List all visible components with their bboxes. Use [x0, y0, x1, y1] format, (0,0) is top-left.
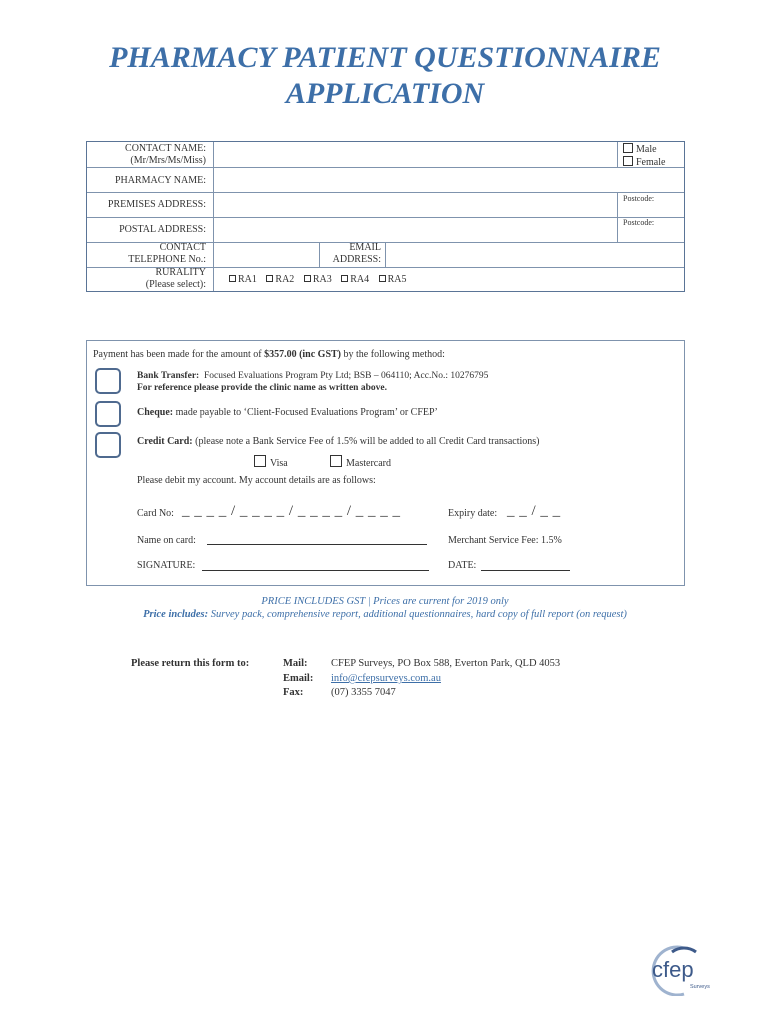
rurality-option-ra1[interactable] — [229, 274, 257, 285]
mail-label: Mail: — [283, 658, 308, 669]
ra2-checkbox[interactable] — [266, 275, 273, 282]
name-on-card-field[interactable] — [207, 544, 427, 545]
visa-checkbox[interactable] — [254, 455, 266, 467]
card-no-field[interactable]: _ _ _ _ / _ _ _ _ / _ _ _ _ / _ _ _ _ — [182, 503, 401, 519]
rurality-option-ra2[interactable] — [266, 274, 294, 285]
bank-transfer-checkbox[interactable] — [95, 368, 121, 394]
logo-wordmark: cfep — [652, 957, 694, 982]
debit-account-text: Please debit my account. My account details are as follows: — [137, 475, 376, 486]
email-label-line2: ADDRESS: — [332, 254, 381, 265]
bank-transfer-label: Bank Transfer: — [137, 371, 200, 381]
postal-address-label: POSTAL ADDRESS: — [119, 224, 206, 235]
credit-card-fee-note: (please note a Bank Service Fee of 1.5% will be added to all Credit Card transactions) — [192, 436, 540, 447]
email-contact-link[interactable] — [331, 672, 441, 686]
payment-intro-suffix: by the following method: — [341, 349, 445, 360]
credit-card-details — [137, 436, 539, 448]
mail-address: CFEP Surveys, PO Box 588, Everton Park, QLD 4053 — [331, 658, 561, 669]
rurality-option-ra3[interactable] — [304, 274, 332, 285]
mastercard-option[interactable] — [330, 455, 391, 470]
premises-address-label: PREMISES ADDRESS: — [107, 199, 206, 210]
email-field[interactable] — [387, 243, 684, 266]
visa-option[interactable] — [254, 455, 288, 470]
contact-name-label-line2: (Mr/Mrs/Ms/Miss) — [130, 155, 206, 166]
gender-options — [623, 143, 665, 169]
postal-postcode-label: Postcode: — [623, 218, 655, 227]
gender-column-divider — [617, 142, 618, 167]
ra3-checkbox[interactable] — [304, 275, 311, 282]
premises-address-field[interactable] — [215, 193, 615, 216]
telephone-label-line1: CONTACT — [159, 242, 206, 253]
ra5-label: RA5 — [387, 274, 407, 285]
rurality-label-line2: (Please select): — [145, 279, 206, 290]
male-checkbox[interactable] — [623, 143, 633, 153]
gender-male-option[interactable] — [623, 143, 665, 156]
price-gst-note: PRICE INCLUDES GST | Prices are current for 2019 only — [261, 596, 509, 607]
payment-amount: $357.00 (inc GST) — [264, 349, 342, 360]
bank-transfer-details — [137, 370, 488, 382]
fax-label: Fax: — [283, 687, 304, 698]
price-includes-label: Price includes: — [143, 609, 209, 620]
price-includes-note — [0, 609, 770, 620]
ra3-label: RA3 — [312, 274, 332, 285]
title-line-2: APPLICATION — [285, 77, 485, 110]
ra1-label: RA1 — [238, 274, 257, 285]
female-label: Female — [636, 157, 666, 168]
name-on-card-label: Name on card: — [137, 535, 196, 546]
postcode-column-divider — [617, 192, 618, 242]
date-label: DATE: — [448, 560, 477, 571]
cfep-logo — [644, 944, 726, 996]
contact-details-table — [86, 141, 685, 292]
contact-name-label — [125, 143, 206, 167]
telephone-field[interactable] — [215, 243, 318, 266]
cheque-label: Cheque: — [137, 407, 174, 418]
email-label-line1: EMAIL — [349, 242, 381, 253]
ra1-checkbox[interactable] — [229, 275, 236, 282]
cheque-details — [137, 407, 438, 419]
postal-address-field[interactable] — [215, 218, 615, 241]
signature-field[interactable] — [202, 570, 429, 571]
pharmacy-name-label: PHARMACY NAME: — [114, 175, 206, 186]
rurality-option-ra4[interactable] — [341, 274, 369, 285]
bank-transfer-account: Focused Evaluations Program Pty Ltd; BSB – 064110; Acc.No.: 10276795 — [203, 371, 489, 381]
ra5-checkbox[interactable] — [379, 275, 386, 282]
bank-reference-note: For reference please provide the clinic name as written above. — [137, 383, 387, 393]
visa-label: Visa — [270, 458, 288, 469]
rurality-option-ra5[interactable] — [379, 274, 407, 285]
date-field[interactable] — [481, 570, 570, 571]
email-label — [333, 242, 381, 266]
merchant-fee-text: Merchant Service Fee: 1.5% — [448, 535, 562, 546]
cfep-logo-graphic — [644, 944, 726, 996]
expiry-label: Expiry date: — [448, 508, 498, 519]
credit-card-checkbox[interactable] — [95, 432, 121, 458]
contact-name-label-line1: CONTACT NAME: — [125, 143, 206, 154]
email-label-divider-left — [319, 242, 320, 267]
mastercard-label: Mastercard — [346, 458, 391, 469]
male-label: Male — [636, 144, 657, 155]
credit-card-label: Credit Card: — [137, 436, 193, 447]
fax-number: (07) 3355 7047 — [331, 687, 396, 698]
contact-name-field[interactable] — [215, 143, 615, 166]
email-contact-label: Email: — [283, 673, 314, 684]
rurality-options — [229, 274, 414, 285]
title-line-1: PHARMACY PATIENT QUESTIONNAIRE — [109, 41, 661, 74]
signature-label: SIGNATURE: — [137, 560, 196, 571]
rurality-label — [146, 267, 206, 291]
ra4-label: RA4 — [350, 274, 370, 285]
payment-intro-prefix: Payment has been made for the amount of — [93, 349, 265, 360]
price-includes-text: Survey pack, comprehensive report, additional questionnaires, hard copy of full report (on request) — [208, 609, 627, 620]
ra4-checkbox[interactable] — [341, 275, 348, 282]
rurality-label-line1: RURALITY — [155, 267, 206, 278]
logo-subtitle: Surveys — [690, 984, 710, 990]
premises-postcode-label: Postcode: — [623, 194, 655, 203]
pharmacy-name-field[interactable] — [215, 168, 684, 191]
cheque-payee: made payable to ‘Client-Focused Evaluations Program’ or CFEP’ — [173, 407, 438, 418]
telephone-label — [128, 242, 206, 266]
telephone-label-line2: TELEPHONE No.: — [128, 254, 206, 265]
ra2-label: RA2 — [275, 274, 295, 285]
cheque-checkbox[interactable] — [95, 401, 121, 427]
expiry-field[interactable]: _ _ / _ _ — [507, 503, 561, 519]
email-link[interactable]: info@cfepsurveys.com.au — [331, 673, 441, 684]
page-title — [0, 40, 770, 112]
mastercard-checkbox[interactable] — [330, 455, 342, 467]
female-checkbox[interactable] — [623, 156, 633, 166]
payment-intro — [93, 349, 445, 361]
return-heading: Please return this form to: — [131, 658, 250, 669]
label-column-divider — [213, 142, 214, 291]
card-no-label: Card No: — [137, 508, 174, 519]
email-label-divider-right — [385, 242, 386, 267]
